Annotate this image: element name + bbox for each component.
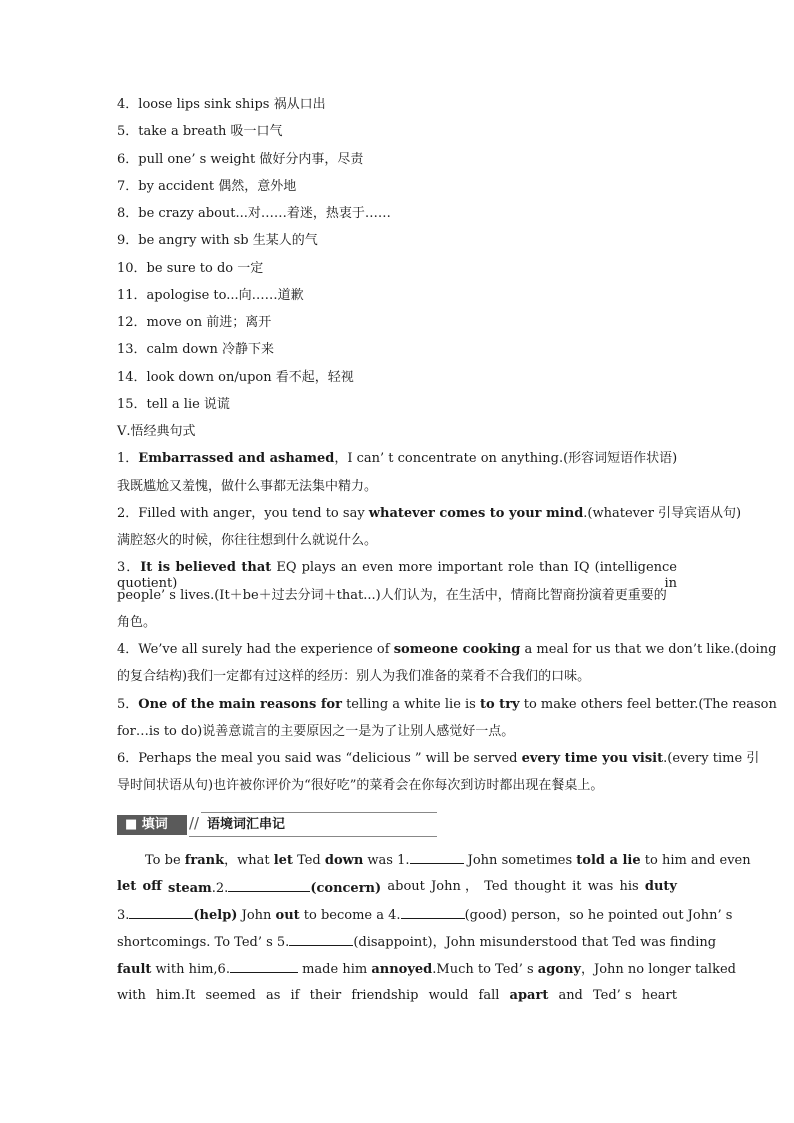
sentence-1: 1．Embarrassed and ashamed，I can’ t concentrate on anything.(形容词短语作状语)	[117, 451, 678, 466]
phrase-item: 13．calm down 冷静下来	[117, 342, 274, 357]
passage-line-3: 3. (help) John out to become a 4. (good) person，so he pointed out John’ s	[117, 908, 733, 923]
phrase-item: 5．take a breath 吸一口气	[117, 124, 283, 139]
header-rule-top	[201, 812, 437, 813]
header-rule-bottom	[189, 836, 437, 837]
section-title: Ⅴ.悟经典句式	[117, 424, 196, 439]
blank-2[interactable]	[228, 879, 310, 892]
sentence-5: 5．One of the main reasons for telling a white lie is to try to make others feel better.(The reason	[117, 697, 777, 712]
phrase-item: 8．be crazy about...对……着迷，热衷于……	[117, 206, 391, 221]
phrase-item: 4．loose lips sink ships 祸从口出	[117, 97, 326, 112]
phrase-item: 6．pull one’ s weight 做好分内事，尽责	[117, 152, 364, 167]
sentence-1-translation: 我既尴尬又羞愧，做什么事都无法集中精力。	[117, 479, 378, 494]
section-header	[117, 812, 437, 838]
sentence-4-line-2: 的复合结构)我们一定都有过这样的经历：别人为我们准备的菜肴不合我们的口味。	[117, 669, 591, 684]
blank-5[interactable]	[289, 933, 353, 946]
phrase-item: 9．be angry with sb 生某人的气	[117, 233, 318, 248]
sentence-3: 3．It is believed that EQ plays an even more important role than IQ (intelligence quotient) in	[117, 560, 677, 591]
sentence-2: 2．Filled with anger，you tend to say whatever comes to your mind.(whatever 引导宾语从句)	[117, 506, 742, 521]
phrase-item: 14．look down on/upon 看不起，轻视	[117, 370, 354, 385]
passage-line-4: shortcomings. To Ted’ s 5. (disappoint)，John misunderstood that Ted was finding	[117, 935, 717, 950]
blank-3[interactable]	[129, 906, 193, 919]
sentence-3-line-3: 角色。	[117, 615, 157, 630]
sentence-4: 4．We’ve all surely had the experience of someone cooking a meal for us that we don’t like.(doing	[117, 642, 777, 657]
section-heading: 语境词汇串记	[207, 817, 286, 832]
phrase-item: 15．tell a lie 说谎	[117, 397, 230, 412]
blank-1[interactable]	[410, 851, 464, 864]
sentence-6-line-2: 导时间状语从句)也许被你评价为“很好吃”的菜肴会在你每次到访时都出现在餐桌上。	[117, 778, 604, 793]
blank-4[interactable]	[401, 906, 465, 919]
passage-line-6: with him.It seemed as if their friendship would fall apart and Ted’ s heart	[117, 988, 677, 1003]
slash-divider-icon: //	[189, 814, 200, 832]
sentence-6: 6．Perhaps the meal you said was “delicious ” will be served every time you visit.(every time 引	[117, 751, 760, 766]
blank-6[interactable]	[230, 960, 298, 973]
sentence-2-translation: 满腔怒火的时候，你往往想到什么就说什么。	[117, 533, 378, 548]
sentence-3-line-2: people’ s lives.(It＋be＋过去分词＋that...)人们认为，在生活中，情商比智商扮演着更重要的	[117, 588, 667, 603]
phrase-item: 12．move on 前进；离开	[117, 315, 272, 330]
passage-line-5: fault with him,6. made him annoyed.Much to Ted’ s agony，John no longer talked	[117, 962, 736, 977]
phrase-item: 10．be sure to do 一定	[117, 261, 264, 276]
passage-line-2: let off steam.2. (concern) about John ， Ted thought it was his duty	[117, 879, 677, 896]
phrase-item: 11．apologise to...向……道歉	[117, 288, 304, 303]
passage-line-1: To be frank，what let Ted down was 1. John sometimes told a lie to him and even	[145, 853, 751, 868]
phrase-item: 7．by accident 偶然，意外地	[117, 179, 297, 194]
sentence-5-line-2: for…is to do)说善意谎言的主要原因之一是为了让别人感觉好一点。	[117, 724, 515, 739]
section-badge: ■ 填词	[117, 815, 187, 835]
